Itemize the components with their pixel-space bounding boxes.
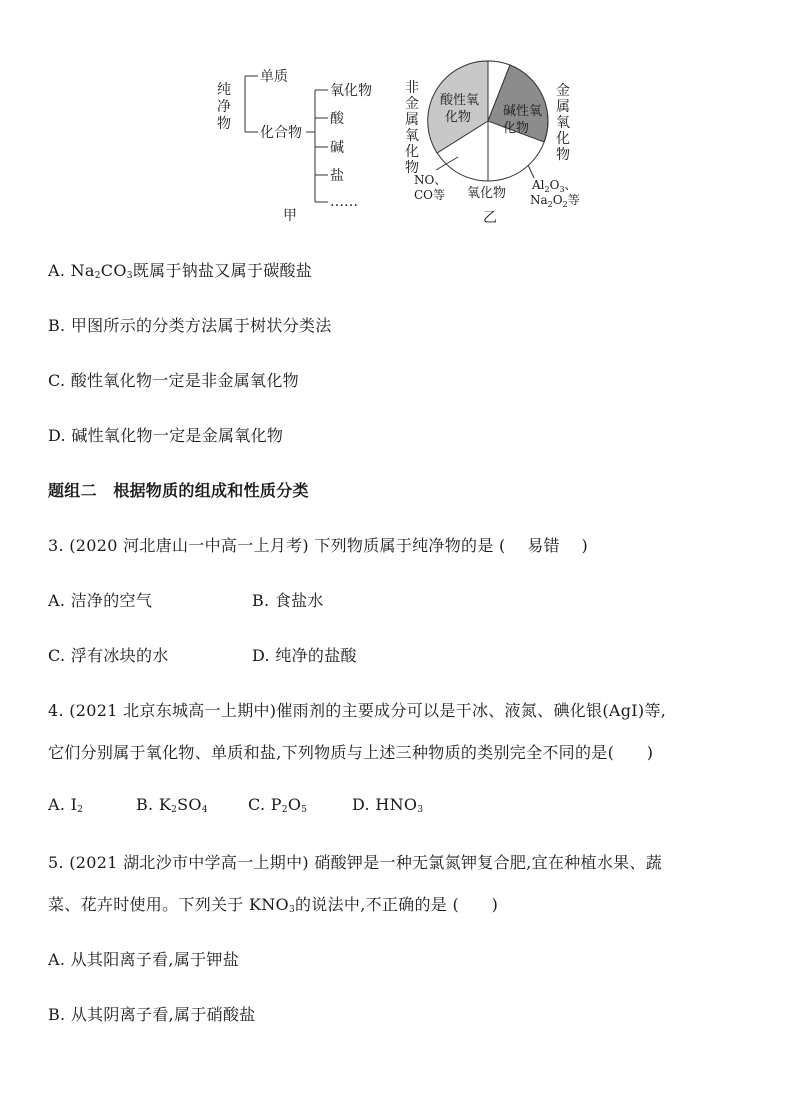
tree-root-label-3: 物 xyxy=(217,116,231,132)
nonmetal-oxide-label-1: 非 xyxy=(405,80,419,96)
q3-option-b: B. 食盐水 xyxy=(252,591,324,610)
q5-stem-line-2: 菜、花卉时使用。下列关于 $KNO_3$的说法中,不正确的是 ( ) xyxy=(48,895,499,915)
tree-branch-compound: 化合物 xyxy=(260,125,302,141)
q4-option-c: C. $P_2O_5$ xyxy=(248,795,308,815)
basic-oxide-label-1: 碱性氧 xyxy=(503,104,543,119)
figure-label-jia: 甲 xyxy=(283,208,297,224)
tree-leaf-acid: 酸 xyxy=(330,111,344,127)
metal-oxide-label-4: 化 xyxy=(556,131,570,147)
q2-option-a: A. $Na_2CO_3$既属于钠盐又属于碳酸盐 xyxy=(48,261,313,281)
metal-oxide-label-5: 物 xyxy=(556,147,570,163)
tree-leaf-base: 碱 xyxy=(330,140,344,156)
tree-root-label-2: 净 xyxy=(217,99,231,115)
tree-branch-elemental: 单质 xyxy=(260,69,288,85)
q4-option-d: D. $HNO_3$ xyxy=(352,795,424,815)
figure-label-yi: 乙 xyxy=(483,210,497,226)
metal-oxide-label-1: 金 xyxy=(556,83,570,99)
q4-option-a: A. $I_2$ xyxy=(48,795,84,815)
q5-option-b: B. 从其阴离子看,属于硝酸盐 xyxy=(48,1005,256,1024)
oxide-bottom-label: 氧化物 xyxy=(467,186,507,201)
no-co-label-1: NO、 xyxy=(414,173,447,187)
section-title: 题组二 根据物质的组成和性质分类 xyxy=(48,481,309,500)
q5-stem-line-1: 5. (2021 湖北沙市中学高一上期中) 硝酸钾是一种无氯氮钾复合肥,宜在种植水果、蔬 xyxy=(48,853,663,872)
basic-oxide-label-2: 化物 xyxy=(503,121,530,136)
no-co-label-2: CO等 xyxy=(414,188,446,202)
q3-option-a: A. 洁净的空气 xyxy=(48,591,153,610)
acidic-oxide-label-2: 化物 xyxy=(445,110,472,125)
nonmetal-oxide-label-4: 氧 xyxy=(405,128,419,144)
q4-option-b: B. $K_2SO_4$ xyxy=(136,795,208,815)
q2-option-d: D. 碱性氧化物一定是金属氧化物 xyxy=(48,426,284,445)
q2-option-b: B. 甲图所示的分类方法属于树状分类法 xyxy=(48,316,332,335)
tree-leaf-salt: 盐 xyxy=(330,168,344,184)
al2o3-label: $Al_2O_3$、 xyxy=(532,178,577,194)
q3-option-c: C. 浮有冰块的水 xyxy=(48,646,169,665)
q4-stem-line-1: 4. (2021 北京东城高一上期中)催雨剂的主要成分可以是干冰、液氮、碘化银(AgI)等, xyxy=(48,701,667,720)
nonmetal-oxide-label-2: 金 xyxy=(405,96,419,112)
acidic-oxide-label-1: 酸性氧 xyxy=(440,93,480,108)
nonmetal-oxide-label-5: 化 xyxy=(405,144,419,160)
q3-stem: 3. (2020 河北唐山一中高一上月考) 下列物质属于纯净物的是 ( 易错 ) xyxy=(48,536,589,555)
classification-figure xyxy=(0,0,790,235)
q3-option-d: D. 纯净的盐酸 xyxy=(252,646,357,665)
tree-leaf-oxide: 氧化物 xyxy=(330,83,372,99)
q4-stem-line-2: 它们分别属于氧化物、单质和盐,下列物质与上述三种物质的类别完全不同的是( ) xyxy=(48,743,654,762)
tree-leaf-ellipsis: …… xyxy=(330,194,358,210)
nonmetal-oxide-label-3: 属 xyxy=(405,112,419,128)
tree-diagram-jia xyxy=(217,69,372,224)
q2-option-c: C. 酸性氧化物一定是非金属氧化物 xyxy=(48,371,299,390)
na2o2-label: $Na_2O_2$等 xyxy=(530,193,580,209)
metal-oxide-label-2: 属 xyxy=(556,99,570,115)
circle-diagram-yi xyxy=(405,61,580,226)
tree-root-label-1: 纯 xyxy=(217,82,231,98)
nonmetal-oxide-label-6: 物 xyxy=(405,160,419,176)
q5-option-a: A. 从其阳离子看,属于钾盐 xyxy=(48,950,240,969)
metal-oxide-label-3: 氧 xyxy=(556,115,570,131)
